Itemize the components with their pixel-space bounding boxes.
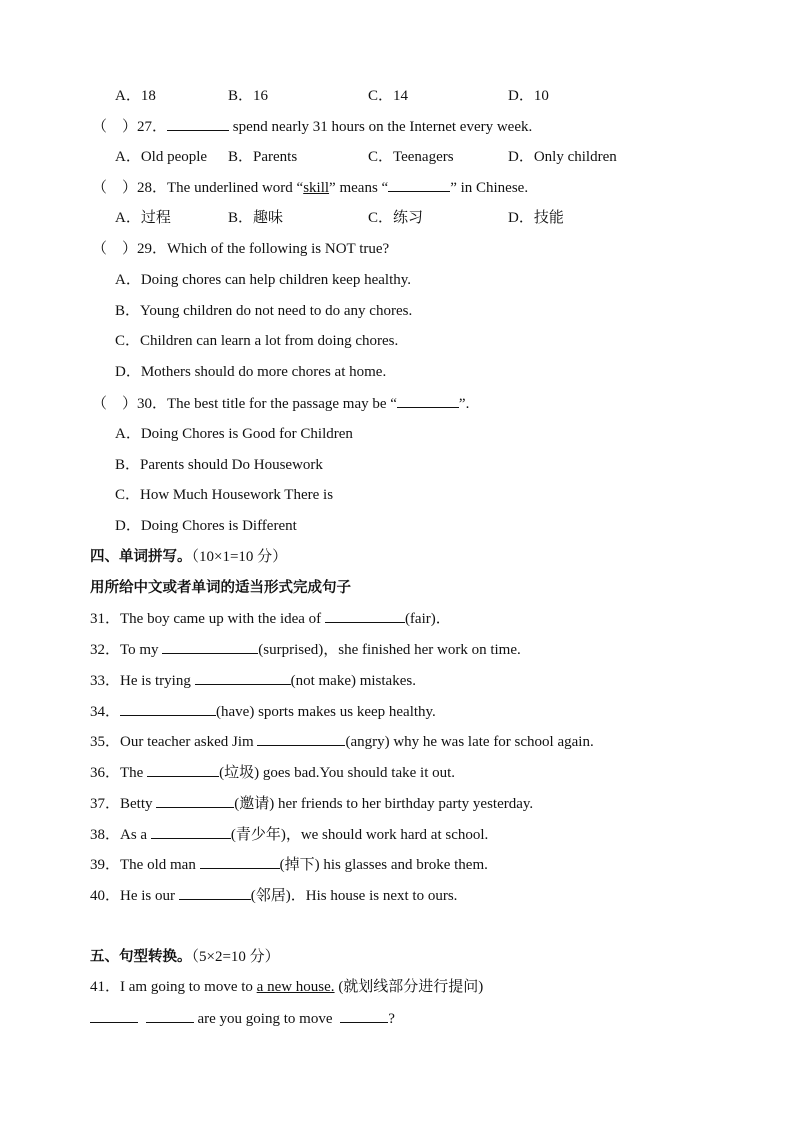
q28-mid: ” means “: [329, 180, 389, 196]
q26-option-b: B．16: [228, 88, 269, 104]
q28-underlined-word: skill: [303, 180, 330, 196]
q39-blank[interactable]: [200, 854, 280, 869]
q34-post: (have) sports makes us keep healthy.: [216, 704, 436, 720]
q37-post: (邀请) her friends to her birthday party yesterday.: [234, 796, 534, 812]
q32: [90, 639, 521, 660]
q36: [90, 762, 455, 783]
q28-option-a: A．过程: [115, 210, 171, 226]
q37: [90, 793, 533, 814]
section4-score: （10×1=10 分）: [191, 549, 288, 565]
q41-answer-line: [90, 1008, 395, 1029]
q40-pre: 40．He is our: [90, 888, 179, 904]
q41-stem: [90, 977, 483, 997]
q33-post: (not make) mistakes.: [290, 673, 416, 689]
q41-underlined: a new house.: [256, 979, 335, 995]
q30-prefix: （ ）30．The best title for the passage may be “: [92, 396, 397, 412]
q29-stem: （ ）29．Which of the following is NOT true?: [92, 241, 390, 257]
q34: [90, 701, 436, 722]
q28-after: ” in Chinese.: [450, 180, 529, 196]
q30-option-c: C．How Much Housework There is: [115, 487, 334, 503]
q34-blank[interactable]: [120, 701, 216, 716]
q30-option-a: A．Doing Chores is Good for Children: [115, 426, 353, 442]
q27-stem-text: spend nearly 31 hours on the Internet every week.: [229, 119, 533, 135]
q41-blank-3[interactable]: [340, 1008, 388, 1023]
section4-instruction: 用所给中文或者单词的适当形式完成句子: [90, 580, 351, 596]
q28-option-b: B．趣味: [228, 210, 284, 226]
q33-blank[interactable]: [195, 670, 291, 685]
section4-title: 四、单词拼写。: [90, 549, 192, 565]
q33-pre: 33．He is trying: [90, 673, 195, 689]
q36-blank[interactable]: [147, 762, 219, 777]
q30-option-b: B．Parents should Do Housework: [115, 457, 323, 473]
q40-blank[interactable]: [179, 885, 251, 900]
q34-pre: 34．: [90, 704, 121, 720]
q28-prefix: （ ）28．The underlined word “: [92, 180, 304, 196]
section5-heading: [90, 947, 280, 967]
q31-post: (fair)．: [404, 611, 451, 627]
q37-blank[interactable]: [156, 793, 234, 808]
q27-option-a: A．Old people: [115, 149, 208, 165]
q38-post: (青少年)，we should work hard at school.: [230, 827, 489, 843]
q32-blank[interactable]: [162, 639, 258, 654]
q28-stem: [92, 177, 528, 198]
q31-pre: 31．The boy came up with the idea of: [90, 611, 325, 627]
section4-heading: [90, 547, 287, 567]
q38-pre: 38．As a: [90, 827, 151, 843]
q27-option-c: C．Teenagers: [368, 149, 454, 165]
q27-option-d: D．Only children: [508, 149, 617, 165]
q41-answer-end: ?: [388, 1011, 395, 1027]
q32-post: (surprised)，she finished her work on time.: [258, 642, 521, 658]
q29-option-d: D．Mothers should do more chores at home.: [115, 364, 387, 380]
q39-pre: 39．The old man: [90, 857, 200, 873]
q41-post: (就划线部分进行提问): [334, 979, 484, 995]
section5-title: 五、句型转换。: [90, 949, 192, 965]
q41-answer-mid: are you going to move: [193, 1011, 337, 1027]
q35-post: (angry) why he was late for school again.: [345, 734, 594, 750]
q40-post: (邻居)．His house is next to ours.: [250, 888, 458, 904]
section5-score: （5×2=10 分）: [191, 949, 280, 965]
q27-prefix: （ ）27．: [92, 119, 168, 135]
q32-pre: 32．To my: [90, 642, 163, 658]
q28-blank[interactable]: [388, 177, 450, 192]
q27-blank[interactable]: [167, 116, 229, 131]
q30-after: ”.: [458, 396, 470, 412]
q39-post: (掉下) his glasses and broke them.: [279, 857, 488, 873]
q36-post: (垃圾) goes bad.You should take it out.: [219, 765, 456, 781]
q30-option-d: D．Doing Chores is Different: [115, 518, 297, 534]
q40: [90, 885, 457, 906]
q36-pre: 36．The: [90, 765, 148, 781]
q41-blank-2[interactable]: [146, 1008, 194, 1023]
q26-option-d: D．10: [508, 88, 549, 104]
q33: [90, 670, 416, 691]
q26-option-c: C．14: [368, 88, 409, 104]
q41-blank-1[interactable]: [90, 1008, 138, 1023]
q30-blank[interactable]: [397, 393, 459, 408]
q39: [90, 854, 488, 875]
q35-pre: 35．Our teacher asked Jim: [90, 734, 258, 750]
q27-stem: [92, 116, 532, 137]
q38-blank[interactable]: [151, 824, 231, 839]
q41-pre: 41．I am going to move to: [90, 979, 257, 995]
q35-blank[interactable]: [257, 731, 345, 746]
q38: [90, 824, 488, 845]
q31: [90, 608, 451, 629]
q29-option-b: B．Young children do not need to do any chores.: [115, 303, 413, 319]
q31-blank[interactable]: [325, 608, 405, 623]
q29-option-c: C．Children can learn a lot from doing chores.: [115, 333, 399, 349]
q35: [90, 731, 594, 752]
q29-option-a: A．Doing chores can help children keep healthy.: [115, 272, 412, 288]
q30-stem: [92, 393, 469, 414]
q37-pre: 37．Betty: [90, 796, 157, 812]
q27-option-b: B．Parents: [228, 149, 298, 165]
q28-option-c: C．练习: [368, 210, 424, 226]
q28-option-d: D．技能: [508, 210, 564, 226]
q26-option-a: A．18: [115, 88, 156, 104]
